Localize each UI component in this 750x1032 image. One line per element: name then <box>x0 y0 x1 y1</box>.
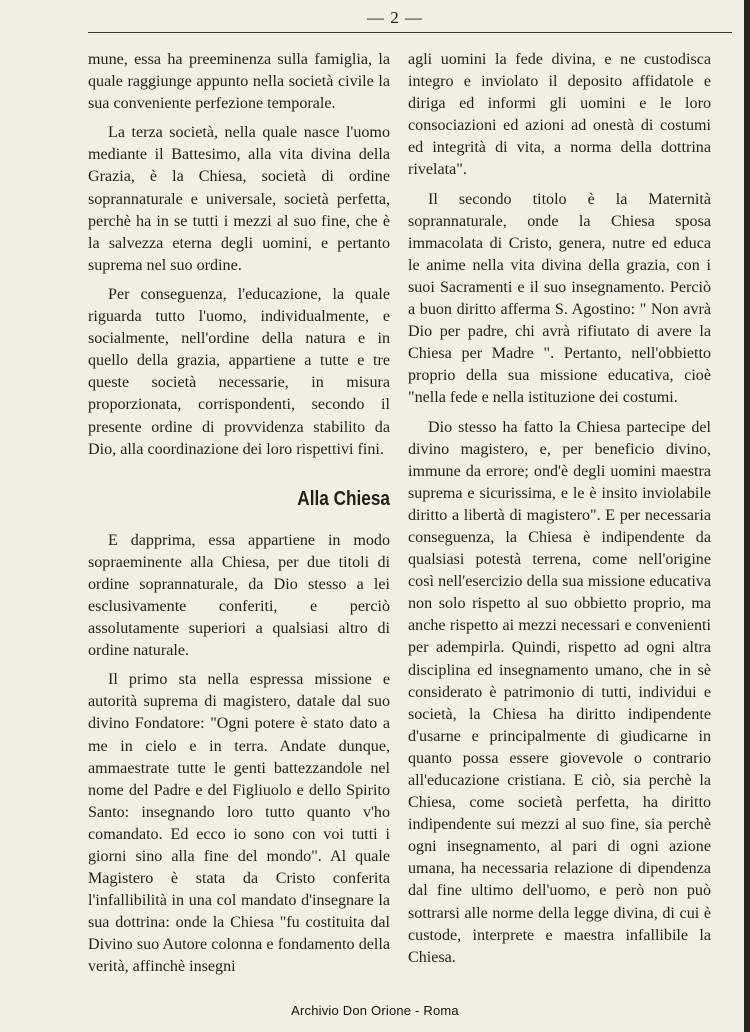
paragraph: E dapprima, essa appartiene in modo sopraeminente alla Chiesa, per due titoli di ordine soprannaturale, da Dio stesso a lei esclusivamente conferiti, e perciò assolutamente superiori a qualsiasi altro di ordine naturale. <box>88 531 390 660</box>
section-heading: Alla Chiesa <box>297 487 390 510</box>
paragraph: agli uomini la fede divina, e ne custodisca integro e inviolato il deposito affidatole e diriga ed informi gli uomini e le loro consociazioni ed azioni ad onestà di costumi ed integrità di vita, a norma della dottrina rivelata". <box>408 51 711 179</box>
paragraph: mune, essa ha preeminenza sulla famiglia, la quale raggiunge appunto nella società civile la sua conveniente perfezione temporale. <box>88 51 390 113</box>
right-column <box>408 49 711 969</box>
paragraph: Il secondo titolo è la Maternità soprannaturale, onde la Chiesa sposa immacolata di Cristo, genera, nutre ed educa le anime nella vita divina della grazia, con i suoi Sacramenti e il suo insegnamento. Perciò a buon diritto afferma S. Agostino: " Non avrà Dio per padre, chi avrà rifiutato di avere la Chiesa per Madre ". Pertanto, nell'obbietto proprio della sua missione educativa, cioè "nella fede e nella istituzione dei costumi. <box>408 190 711 407</box>
paragraph: Dio stesso ha fatto la Chiesa partecipe del divino magistero, e, per beneficio divino, immune da errore; ond'è degli uomini maestra suprema e sicurissima, e le è insito inviolabile diritto a libertà di magistero". E per necessaria conseguenza, la Chiesa è indipendente da qualsiasi potestà terrena, come nell'origine così nell'esercizio della sua missione educativa non solo rispetto al suo obbietto proprio, ma anche rispetto ai mezzi necessari e convenienti per adempirla. Quindi, rispetto ad ogni altra disciplina ed insegnamento umano, che in sè considerato è patrimonio di tutti, individui e società, la Chiesa ha diritto indipendente d'usarne e principalmente di giudicarne in quanto possa essere giovevole o contrario all'educazione cristiana. E ciò, sia perchè la Chiesa, come società perfetta, ha diritto indipendente sui mezzi al suo fine, sia perchè ogni insegnamento, al pari di ogni azione umana, ha necessaria relazione di dipendenza dal fine ultimo dell'uomo, e però non può sottrarsi alle norme della legge divina, di cui è custode, interprete e maestra infallibile la Chiesa. <box>408 418 711 966</box>
archive-footer: Archivio Don Orione - Roma <box>291 1003 459 1018</box>
header-rule <box>88 32 732 33</box>
scan-edge <box>744 0 750 1032</box>
paragraph: Il primo sta nella espressa missione e autorità suprema di magistero, datale dal suo divino Fondatore: "Ogni potere è stato dato a me in cielo e in terra. Andate dunque, ammaestrate tutte le genti battezzandole nel nome del Padre e del Figliuolo e dello Spirito Santo: insegnando loro tutto quanto v'ho comandato. Ed ecco io sono con voi tutti i giorni sino alla fine del mondo". Al quale Magistero è stata da Cristo conferita l'infallibilità in una col mandato d'insegnare la sua dottrina: onde la Chiesa "fu costituita dal Divino suo Autore colonna e fondamento della verità, affinchè insegni <box>88 671 390 976</box>
page-number: — 2 — <box>367 8 423 27</box>
left-column <box>88 49 390 979</box>
paragraph: La terza società, nella quale nasce l'uomo mediante il Battesimo, alla vita divina della Grazia, è la Chiesa, società di ordine soprannaturale e universale, società perfetta, perchè ha in se tutti i mezzi al suo fine, che è la salvezza eterna degli uomini, e pertanto suprema nel suo ordine. <box>88 124 390 274</box>
paragraph: Per conseguenza, l'educazione, la quale riguarda tutto l'uomo, individualmente, e socialmente, nell'ordine della natura e in quello della grazia, appartiene a tutte e tre queste società necessarie, in misura proporzionata, corrispondenti, secondo il presente ordine di provvidenza stabilito da Dio, alla coordinazione dei loro rispettivi fini. <box>88 285 390 458</box>
